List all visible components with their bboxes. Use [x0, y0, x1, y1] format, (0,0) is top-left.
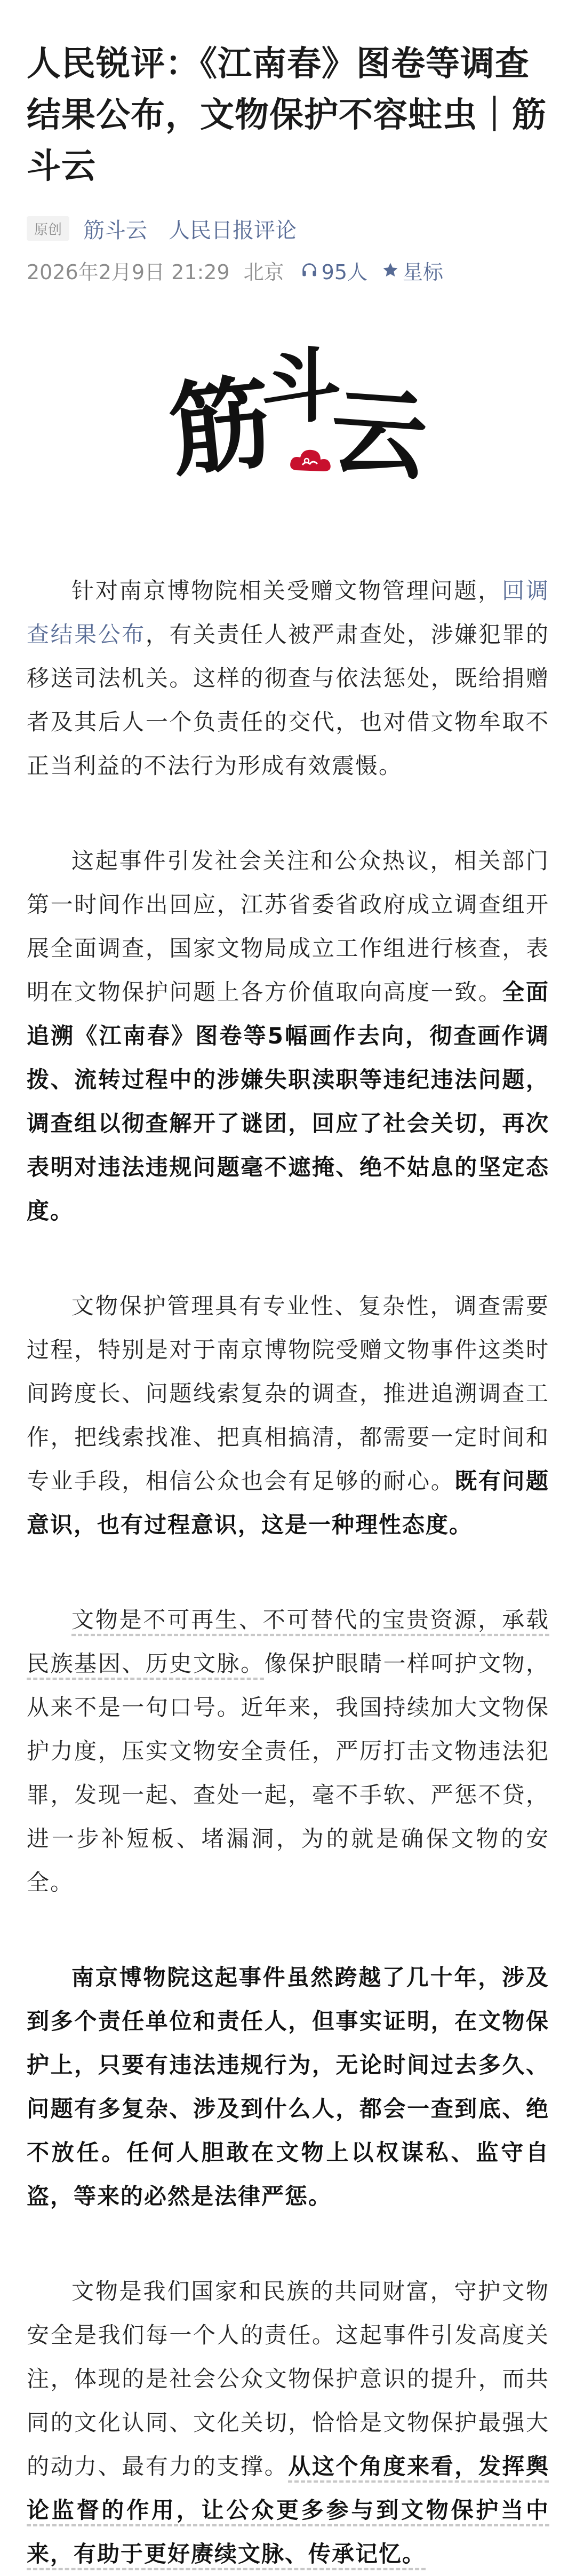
- paragraph-1-text-a: 针对南京博物院相关受赠文物管理问题，: [71, 578, 502, 604]
- survey-result-link[interactable]: 回调查结果公布: [27, 578, 549, 647]
- star-icon: [381, 261, 399, 279]
- headphones-icon: [300, 261, 318, 279]
- paragraph-6-bold-underlined: 从这个角度来看，发挥舆论监督的作用，让公众更多参与到文物保护当中来，有助于更好赓续文脉、传承记忆。: [27, 2453, 549, 2567]
- article-meta: [27, 212, 549, 244]
- logo-char-2: 斗: [261, 339, 342, 433]
- paragraph-3: [27, 1284, 549, 1547]
- author-name[interactable]: 筋斗云: [83, 218, 148, 243]
- paragraph-1-text-b: ，有关责任人被严肃查处，涉嫌犯罪的移送司法机关。这样的彻查与依法惩处，既给捐赠者及其后人一个负责任的交代，也对借文物牟取不正当利益的不法行为形成有效震慑。: [27, 621, 549, 779]
- paragraph-6-text: 文物是我们国家和民族的共同财富，守护文物安全是我们每一个人的责任。这起事件引发高度关注，体现的是社会公众文物保护意识的提升，而共同的文化认同、文化关切，恰恰是文物保护最强大的动力、最有力的支撑。: [27, 2278, 549, 2479]
- paragraph-5-bold: 南京博物院这起事件虽然跨越了几十年，涉及到多个责任单位和责任人，但事实证明，在文物保护上，只要有违法违规行为，无论时间过去多久、问题有多复杂、涉及到什么人，都会一查到底、绝不放任。任何人胆敢在文物上以权谋私、监守自盗，等来的必然是法律严惩。: [27, 1964, 549, 2209]
- cloud-mark: [290, 450, 331, 471]
- paragraph-4-underlined: 文物是不可再生、不可替代的宝贵资源，承载民族基因、历史文脉。: [27, 1607, 549, 1677]
- article-body: [27, 569, 549, 2576]
- paragraph-2-bold: 全面追溯《江南春》图卷等5幅画作去向，彻查画作调拨、流转过程中的涉嫌失职渎职等违纪违法问题，调查组以彻查解开了谜团，回应了社会关切，再次表明对违法违规问题毫不遮掩、绝不姑息的坚定态度。: [27, 979, 549, 1224]
- paragraph-5: [27, 1956, 549, 2218]
- logo-char-1: 筋: [164, 362, 277, 491]
- star-label: 星标: [403, 260, 444, 284]
- paragraph-3-bold: 既有问题意识，也有过程意识，这是一种理性态度。: [27, 1468, 549, 1538]
- paragraph-2-text: 这起事件引发社会关注和公众热议，相关部门第一时间作出回应，江苏省委省政府成立调查组开展全面调查，国家文物局成立工作组进行核查，表明在文物保护问题上各方价值取向高度一致。: [27, 848, 549, 1005]
- star-button[interactable]: [381, 256, 443, 285]
- account-name[interactable]: 人民日报评论: [169, 218, 297, 243]
- paragraph-4-text: 像保护眼睛一样呵护文物，从来不是一句口号。近年来，我国持续加大文物保护力度，压实文物安全责任，严厉打击文物违法犯罪，发现一起、查处一起，毫不手软、严惩不贷，进一步补短板、堵漏洞，为的就是确保文物的安全。: [27, 1650, 549, 1895]
- paragraph-1: [27, 569, 549, 788]
- article-publish-info: [27, 254, 549, 286]
- paragraph-2: [27, 839, 549, 1233]
- article-title: 人民锐评：《江南春》图卷等调查结果公布，文物保护不容蛀虫｜筋斗云: [27, 44, 547, 186]
- publish-date: 2026年2月9日 21:29: [27, 260, 230, 284]
- listen-count: 95人: [321, 260, 368, 284]
- paragraph-4: [27, 1598, 549, 1905]
- logo-image: [155, 329, 453, 505]
- paragraph-3-text: 文物保护管理具有专业性、复杂性，调查需要过程，特别是对于南京博物院受赠文物事件这类时间跨度长、问题线索复杂的调查，推进追溯调查工作，把线索找准、把真相搞清，都需要一定时间和专业手段，相信公众也会有足够的耐心。: [27, 1293, 549, 1494]
- publish-location: 北京: [243, 260, 284, 284]
- paragraph-6: [27, 2270, 549, 2576]
- column-logo: [27, 329, 549, 532]
- original-badge: 原创: [27, 216, 69, 241]
- logo-char-3: 云: [327, 374, 431, 494]
- listen-button[interactable]: [300, 256, 367, 285]
